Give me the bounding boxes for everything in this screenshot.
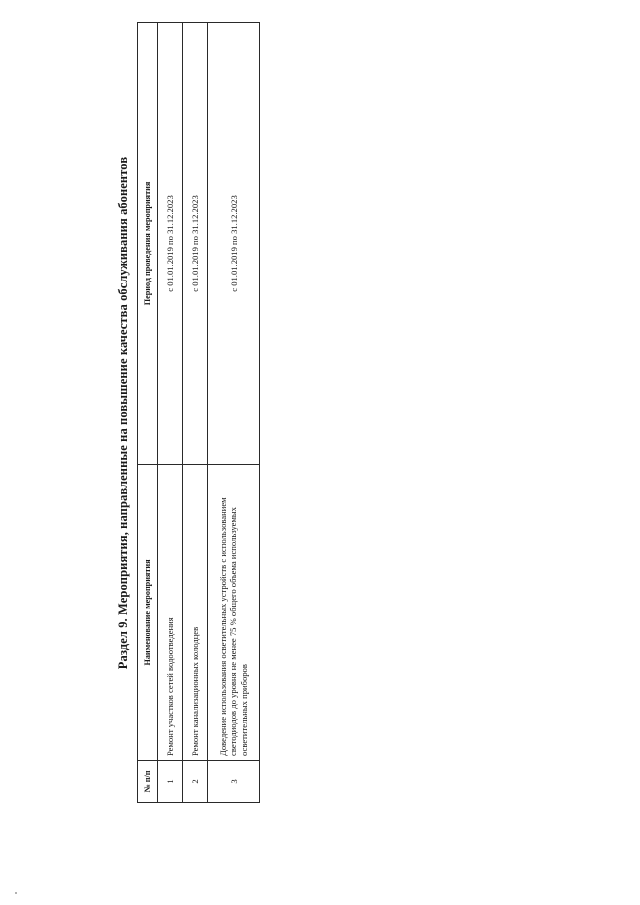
measure-name: Доведение использования осветительных устройств с использованием светодиодов до уровня не менее 75 % общего объема используемых осветительных приборов: [208, 465, 260, 761]
measures-table: [137, 22, 260, 803]
table-row: [208, 23, 260, 803]
row-number: 2: [183, 761, 208, 803]
rotated-page-content: [113, 23, 273, 803]
table-row: [158, 23, 183, 803]
scan-speck: [15, 892, 17, 894]
header-period: Период проведения мероприятия: [138, 23, 158, 465]
measure-period: с 01.01.2019 по 31.12.2023: [208, 23, 260, 465]
row-number: 3: [208, 761, 260, 803]
measure-period: с 01.01.2019 по 31.12.2023: [158, 23, 183, 465]
header-number: № п/п: [138, 761, 158, 803]
header-measure-name: Наименование мероприятия: [138, 465, 158, 761]
measure-name: Ремонт участков сетей водоотведения: [158, 465, 183, 761]
table-row: [183, 23, 208, 803]
measure-period: с 01.01.2019 по 31.12.2023: [183, 23, 208, 465]
section-title: Раздел 9. Мероприятия, направленные на повышение качества обслуживания абонентов: [116, 156, 130, 670]
measure-name: Ремонт канализационных колодцев: [183, 465, 208, 761]
row-number: 1: [158, 761, 183, 803]
table-header-row: [138, 23, 158, 803]
